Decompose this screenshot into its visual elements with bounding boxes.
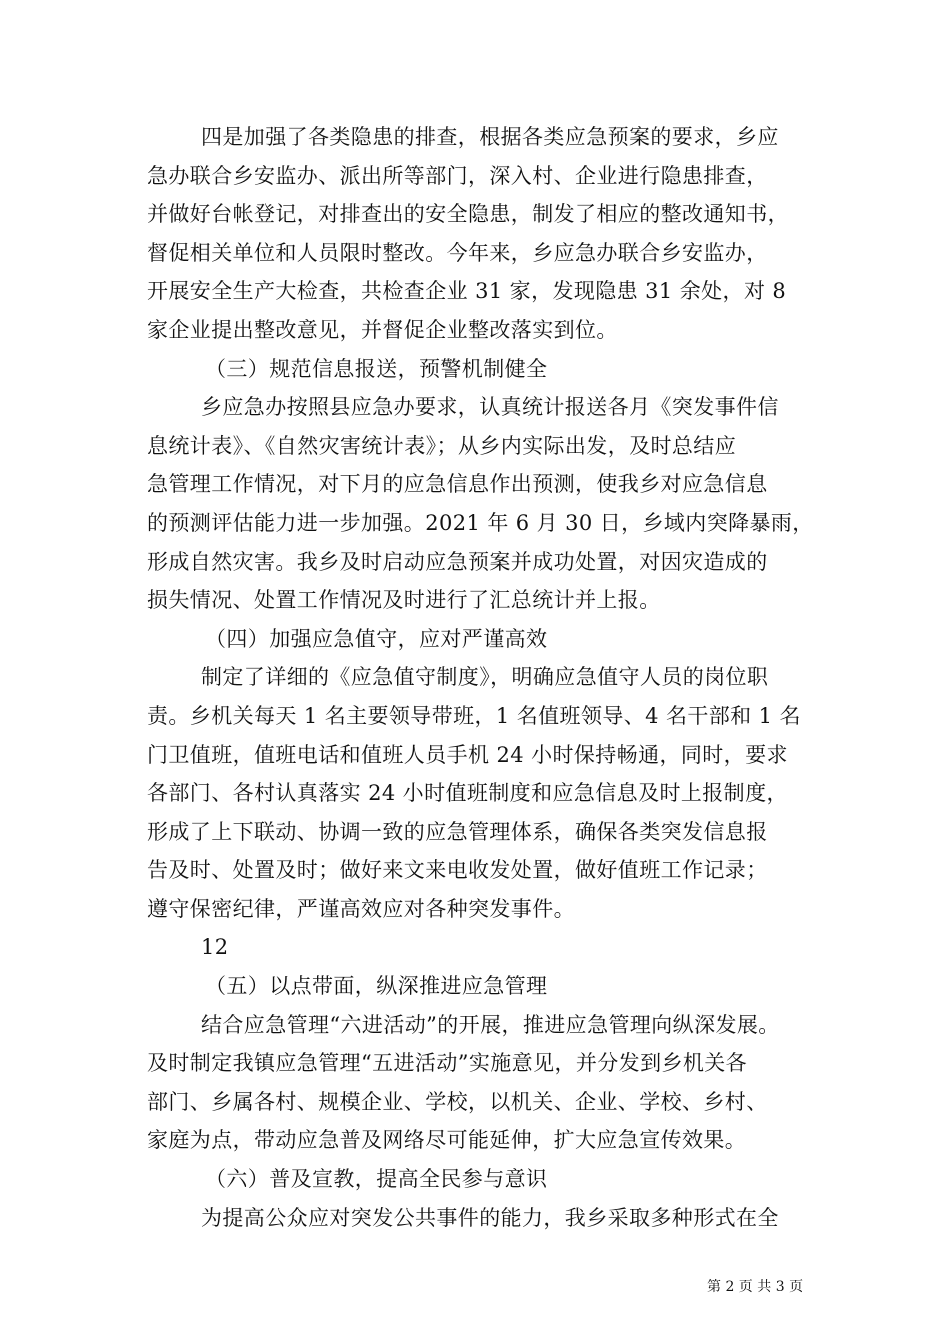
text-line: 制定了详细的《应急值守制度》，明确应急值守人员的岗位职: [201, 665, 769, 690]
text-line: 乡应急办按照县应急办要求，认真统计报送各月《突发事件信: [201, 395, 779, 420]
section-heading: （三）规范信息报送，预警机制健全: [205, 356, 548, 381]
section-heading: （五）以点带面，纵深推进应急管理: [205, 974, 548, 999]
text-line: 家庭为点，带动应急普及网络尽可能延伸，扩大应急宣传效果。: [147, 1128, 747, 1153]
text-line: 并做好台帐登记，对排查出的安全隐患，制发了相应的整改通知书，: [147, 202, 789, 227]
section-heading: （六）普及宣教，提高全民参与意识: [205, 1167, 548, 1192]
text-line: 的预测评估能力进一步加强。2021 年 6 月 30 日，乡域内突降暴雨，: [147, 510, 814, 535]
text-line: 12: [201, 935, 229, 960]
text-line: 开展安全生产大检查，共检查企业 31 家，发现隐患 31 余处，对 8: [147, 279, 787, 304]
text-line: 各部门、各村认真落实 24 小时值班制度和应急信息及时上报制度，: [147, 781, 788, 806]
text-line: 遵守保密纪律，严谨高效应对各种突发事件。: [147, 896, 575, 921]
page-number: 第 2 页 共 3 页: [707, 1279, 804, 1295]
text-line: 形成自然灾害。我乡及时启动应急预案并成功处置，对因灾造成的: [147, 549, 768, 574]
text-line: 四是加强了各类隐患的排查，根据各类应急预案的要求，乡应: [201, 125, 779, 149]
text-line: 责。乡机关每天 1 名主要领导带班，1 名值班领导、4 名干部和 1 名: [147, 703, 801, 728]
text-line: 形成了上下联动、协调一致的应急管理体系，确保各类突发信息报: [147, 819, 768, 844]
text-line: 急办联合乡安监办、派出所等部门，深入村、企业进行隐患排查，: [147, 163, 768, 188]
text-line: 督促相关单位和人员限时整改。今年来，乡应急办联合乡安监办，: [147, 240, 768, 265]
text-line: 息统计表》、《自然灾害统计表》；从乡内实际出发，及时总结应: [147, 433, 737, 458]
document-body: [147, 118, 827, 1237]
text-line: 急管理工作情况，对下月的应急信息作出预测，使我乡对应急信息: [147, 472, 768, 497]
text-line: 为提高公众应对突发公共事件的能力，我乡采取多种形式在全: [201, 1205, 779, 1230]
text-line: 告及时、处置及时；做好来文来电收发处置，做好值班工作记录；: [147, 858, 768, 883]
section-heading: （四）加强应急值守，应对严谨高效: [205, 626, 548, 651]
text-line: 部门、乡属各村、规模企业、学校，以机关、企业、学校、乡村、: [147, 1089, 768, 1114]
text-line: 损失情况、处置工作情况及时进行了汇总统计并上报。: [147, 588, 661, 613]
text-line: 结合应急管理“六进活动”的开展，推进应急管理向纵深发展。: [201, 1012, 780, 1037]
text-line: 门卫值班，值班电话和值班人员手机 24 小时保持畅通，同时，要求: [147, 742, 788, 767]
text-line: 及时制定我镇应急管理“五进活动”实施意见，并分发到乡机关各: [147, 1051, 748, 1076]
text-line: 家企业提出整改意见，并督促企业整改落实到位。: [147, 317, 618, 342]
